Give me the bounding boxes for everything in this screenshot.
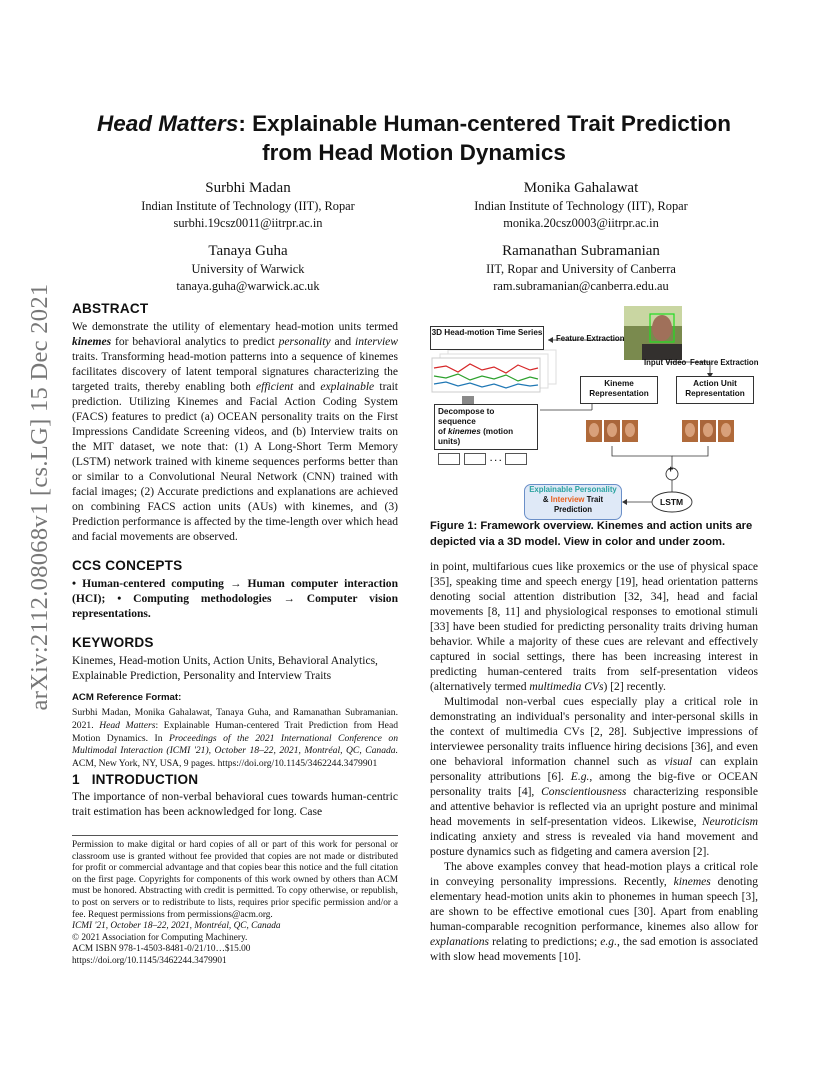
title-italic: Head Matters [97, 111, 239, 136]
left-column [72, 301, 398, 820]
author-email: monika.20csz0003@iitrpr.ac.in [503, 216, 659, 230]
ccs-heading: CCS CONCEPTS [72, 558, 183, 573]
figure-1 [428, 304, 760, 520]
decompose-box: Decompose to sequence of kinemes (motion units) . . . [434, 404, 538, 450]
arrow-kineme-to-plus [612, 446, 672, 468]
author-block-3 [100, 241, 396, 295]
kineme-thumb [464, 453, 486, 465]
keywords-text: Kinemes, Head-motion Units, Action Units, Behavioral Analytics, Explainable Prediction, Personality and Interview Traits [72, 655, 378, 682]
author-block-1 [100, 178, 396, 232]
intro-paragraph-1: in point, multifarious cues like proxemics or the use of physical space [35], speaking time and speech energy [19], head orientation patterns denoting social attention distribution [32, 34], head and facial movements [8, 11] and physiological responses to emotional stimuli [33] have been studied for predicting personality traits driving human behavior. While a majority of these cues are relevant and effectively captured in social settings, there has been increasing interest in predicting human-centered traits from self-presentation videos (alternatively termed multimedia CVs) [2] recently. [430, 561, 758, 693]
ccs-text: • Human-centered computing → Human computer interaction (HCI); • Computing methodologies → Computer vision representations. [72, 578, 398, 620]
acm-ref-heading: ACM Reference Format: [72, 692, 182, 703]
plus-symbol: + [668, 464, 674, 474]
author-name: Ramanathan Subramanian [502, 243, 660, 259]
arxiv-identifier [20, 283, 60, 711]
kineme-representation-box: Kineme Representation [580, 376, 658, 404]
title-line1: : Explainable Human-centered Trait Prediction [238, 111, 731, 136]
title-line2: from Head Motion Dynamics [262, 140, 566, 165]
keywords-heading: KEYWORDS [72, 635, 154, 650]
author-affiliation: University of Warwick [191, 262, 305, 276]
copyright-line: © 2021 Association for Computing Machinery. [72, 932, 248, 943]
intro-heading: 1 INTRODUCTION [72, 771, 199, 787]
author-affiliation: Indian Institute of Technology (IIT), Ropar [474, 199, 688, 213]
author-email: ram.subramanian@canberra.edu.au [493, 279, 669, 293]
kineme-frames [586, 420, 638, 442]
timeseries-label-box: 3D Head-motion Time Series [430, 326, 544, 350]
conference-line: ICMI '21, October 18–22, 2021, Montréal, QC, Canada [72, 921, 281, 932]
doi-line: https://doi.org/10.1145/3462244.3479901 [72, 955, 227, 966]
lstm-label: LSTM [660, 497, 684, 507]
acm-ref-text: Surbhi Madan, Monika Gahalawat, Tanaya Guha, and Ramanathan Subramanian. 2021. Head Matters: Explainable Human-centered Trait Prediction from Head Motion Dynamics. In Proceedings of the 2021 International Conference on Multimodal Interaction (ICMI '21), October 18–22, 2021, Montréal, QC, Canada. ACM, New York, NY, USA, 9 pages. https://doi.org/10.1145/3462244.3479901 [72, 707, 398, 770]
paper-title [60, 109, 768, 167]
abstract-text: We demonstrate the utility of elementary head-motion units termed kinemes for behavioral analytics to predict personality and interview traits. Transforming head-motion patterns into a sequence of kinemes facilitates discovery of latent temporal signatures characterizing the targeted traits, thereby enabling both efficient and explainable trait prediction. Utilizing Kinemes and Facial Action Coding System (FACS) features to predict (a) OCEAN personality traits on the First Impressions Candidate Screening videos, and (b) Interview traits on the MIT dataset, we note that: (1) A Long-Short Term Memory (LSTM) network trained with kineme sequences performs better than or similar to a Convolutional Neural Network (CNN) trained with facial images; (2) Accurate predictions and explanations are achieved on combining FACS action units (AUs) with kinemes, and (3) Prediction performance is affected by the time-length over which head and facial movements are observed. [72, 321, 399, 543]
right-column [430, 560, 758, 965]
permission-text: Permission to make digital or hard copies of all or part of this work for personal or classroom use is granted without fee provided that copies are not made or distributed for profit or commercial advantage and that copies bear this notice and the full citation on the first page. Copyrights for components of this work owned by others than ACM must be honored. Abstracting with credit is permitted. To copy otherwise, or republish, to post on servers or to redistribute to lists, requires prior specific permission and/or a fee. Request permissions from permissions@acm.org. [72, 840, 398, 920]
timeseries-panel-front [432, 358, 540, 392]
action-unit-representation-box: Action Unit Representation [676, 376, 754, 404]
prediction-box: Explainable Personality & Interview Trait Prediction [524, 484, 622, 520]
author-name: Surbhi Madan [205, 180, 291, 196]
author-block-2 [430, 178, 732, 232]
figure-caption: Figure 1: Framework overview. Kinemes and action units are depicted via a 3D model. View in color and under zoom. [430, 520, 753, 548]
intro-paragraph-3: The above examples convey that head-motion plays a critical role in conveying personality impressions. Recently, kinemes denoting elementary head-motion units akin to phonemes in human speech [3], are shown to be effective emotional cues [30]. Apart from enabling human-comparable recognition performance, kinemes also allow for explanations relating to predictions; e.g., the sad emotion is associated with slow head movements [10]. [430, 861, 758, 963]
arxiv-id-text: arXiv:2112.08068v1 [cs.LG] 15 Dec 2021 [26, 283, 53, 711]
arrow-au-to-plus [672, 446, 708, 456]
abstract-heading: ABSTRACT [72, 301, 149, 316]
input-video-label: Input Video [644, 358, 687, 367]
permission-footnote [72, 840, 398, 968]
kineme-thumb [438, 453, 460, 465]
face-in-video [652, 315, 672, 341]
author-email: surbhi.19csz0011@iitrpr.ac.in [173, 216, 323, 230]
action-unit-frames [682, 420, 734, 442]
feature-extraction-label-2: Feature Extraction [690, 358, 759, 367]
author-block-4 [430, 241, 732, 295]
author-email: tanaya.guha@warwick.ac.uk [176, 279, 320, 293]
author-name: Monika Gahalawat [523, 180, 639, 196]
ellipsis: . . . [490, 454, 502, 463]
feature-extraction-label-1: Feature Extraction [556, 334, 625, 343]
kineme-thumb [505, 453, 527, 465]
author-affiliation: Indian Institute of Technology (IIT), Ropar [141, 199, 355, 213]
arrowhead [622, 499, 627, 505]
intro-text: The importance of non-verbal behavioral cues towards human-centric trait estimation has been acknowledged for long. Case [72, 790, 398, 818]
author-affiliation: IIT, Ropar and University of Canberra [486, 262, 676, 276]
author-name: Tanaya Guha [208, 243, 288, 259]
isbn-line: ACM ISBN 978-1-4503-8481-0/21/10…$15.00 [72, 944, 251, 955]
arrowhead [548, 337, 553, 343]
footnote-rule [72, 835, 398, 836]
intro-paragraph-2: Multimodal non-verbal cues especially play a critical role in demonstrating an individual's personality and inter-personal skills in the context of multimedia CVs [2, 28]. Subjective impressions of interviewee personality traits influence hiring decisions [36], and even one behavioral information channel such as visual can explain personality attributions [6]. E.g., among the big-five or OCEAN personality traits [4], Conscientiousness characterizing responsible and attentive behavior is reflected via an upright posture and minimal head movements in self-presentation videos. Likewise, Neuroticism indicating anxiety and stress is revealed via hand movement and posture dynamics such as fidgeting and camera aversion [2]. [430, 696, 758, 858]
